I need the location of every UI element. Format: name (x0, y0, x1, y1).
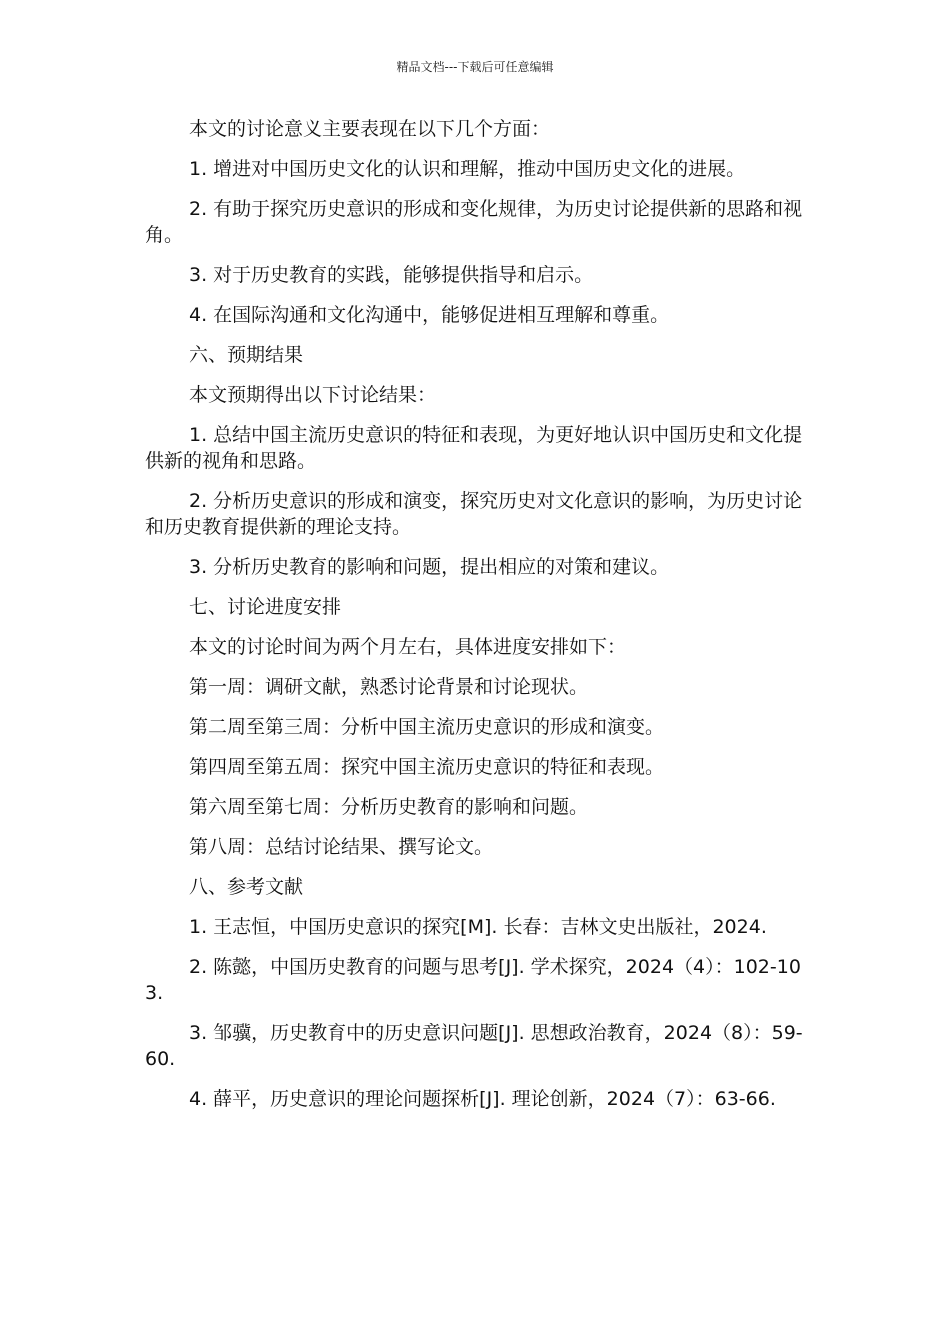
paragraph-schedule-week-2-3: 第二周至第三周：分析中国主流历史意识的形成和演变。 (189, 716, 665, 738)
paragraph-result-3: 3. 分析历史教育的影响和问题，提出相应的对策和建议。 (189, 556, 670, 578)
paragraph-schedule-week-6-7: 第六周至第七周：分析历史教育的影响和问题。 (189, 796, 589, 818)
paragraph-schedule-week-4-5: 第四周至第五周：探究中国主流历史意识的特征和表现。 (189, 756, 665, 778)
paragraph-significance-3: 3. 对于历史教育的实践，能够提供指导和启示。 (189, 264, 594, 286)
reference-item-1: 1. 王志恒，中国历史意识的探究[M]. 长春：吉林文史出版社，2024. (189, 916, 767, 938)
paragraph-significance-intro: 本文的讨论意义主要表现在以下几个方面： (189, 118, 551, 140)
paragraph-result-2: 2. 分析历史意识的形成和演变，探究历史对文化意识的影响，为历史讨论和历史教育提供新的理论支持。 (145, 490, 803, 538)
paragraph-results-intro: 本文预期得出以下讨论结果： (189, 384, 437, 406)
section-heading-schedule: 七、讨论进度安排 (189, 596, 342, 618)
reference-item-3: 3. 邹骥，历史教育中的历史意识问题[J]. 思想政治教育，2024（8）：59-60. (145, 1022, 803, 1070)
paragraph-significance-4: 4. 在国际沟通和文化沟通中，能够促进相互理解和尊重。 (189, 304, 670, 326)
reference-item-4: 4. 薛平，历史意识的理论问题探析[J]. 理论创新，2024（7）：63-66. (189, 1088, 776, 1110)
paragraph-schedule-week-8: 第八周：总结讨论结果、撰写论文。 (189, 836, 494, 858)
section-heading-references: 八、参考文献 (189, 876, 304, 898)
paragraph-significance-2: 2. 有助于探究历史意识的形成和变化规律，为历史讨论提供新的思路和视角。 (145, 198, 803, 246)
paragraph-result-1: 1. 总结中国主流历史意识的特征和表现，为更好地认识中国历史和文化提供新的视角和思路。 (145, 424, 803, 472)
paragraph-schedule-intro: 本文的讨论时间为两个月左右，具体进度安排如下： (189, 636, 627, 658)
document-body (145, 116, 805, 1126)
paragraph-significance-1: 1. 增进对中国历史文化的认识和理解，推动中国历史文化的进展。 (189, 158, 746, 180)
paragraph-schedule-week-1: 第一周：调研文献，熟悉讨论背景和讨论现状。 (189, 676, 589, 698)
page-header: 精品文档---下载后可任意编辑 (396, 60, 554, 74)
section-heading-expected-results: 六、预期结果 (189, 344, 304, 366)
reference-item-2: 2. 陈懿，中国历史教育的问题与思考[J]. 学术探究，2024（4）：102-103. (145, 956, 801, 1004)
